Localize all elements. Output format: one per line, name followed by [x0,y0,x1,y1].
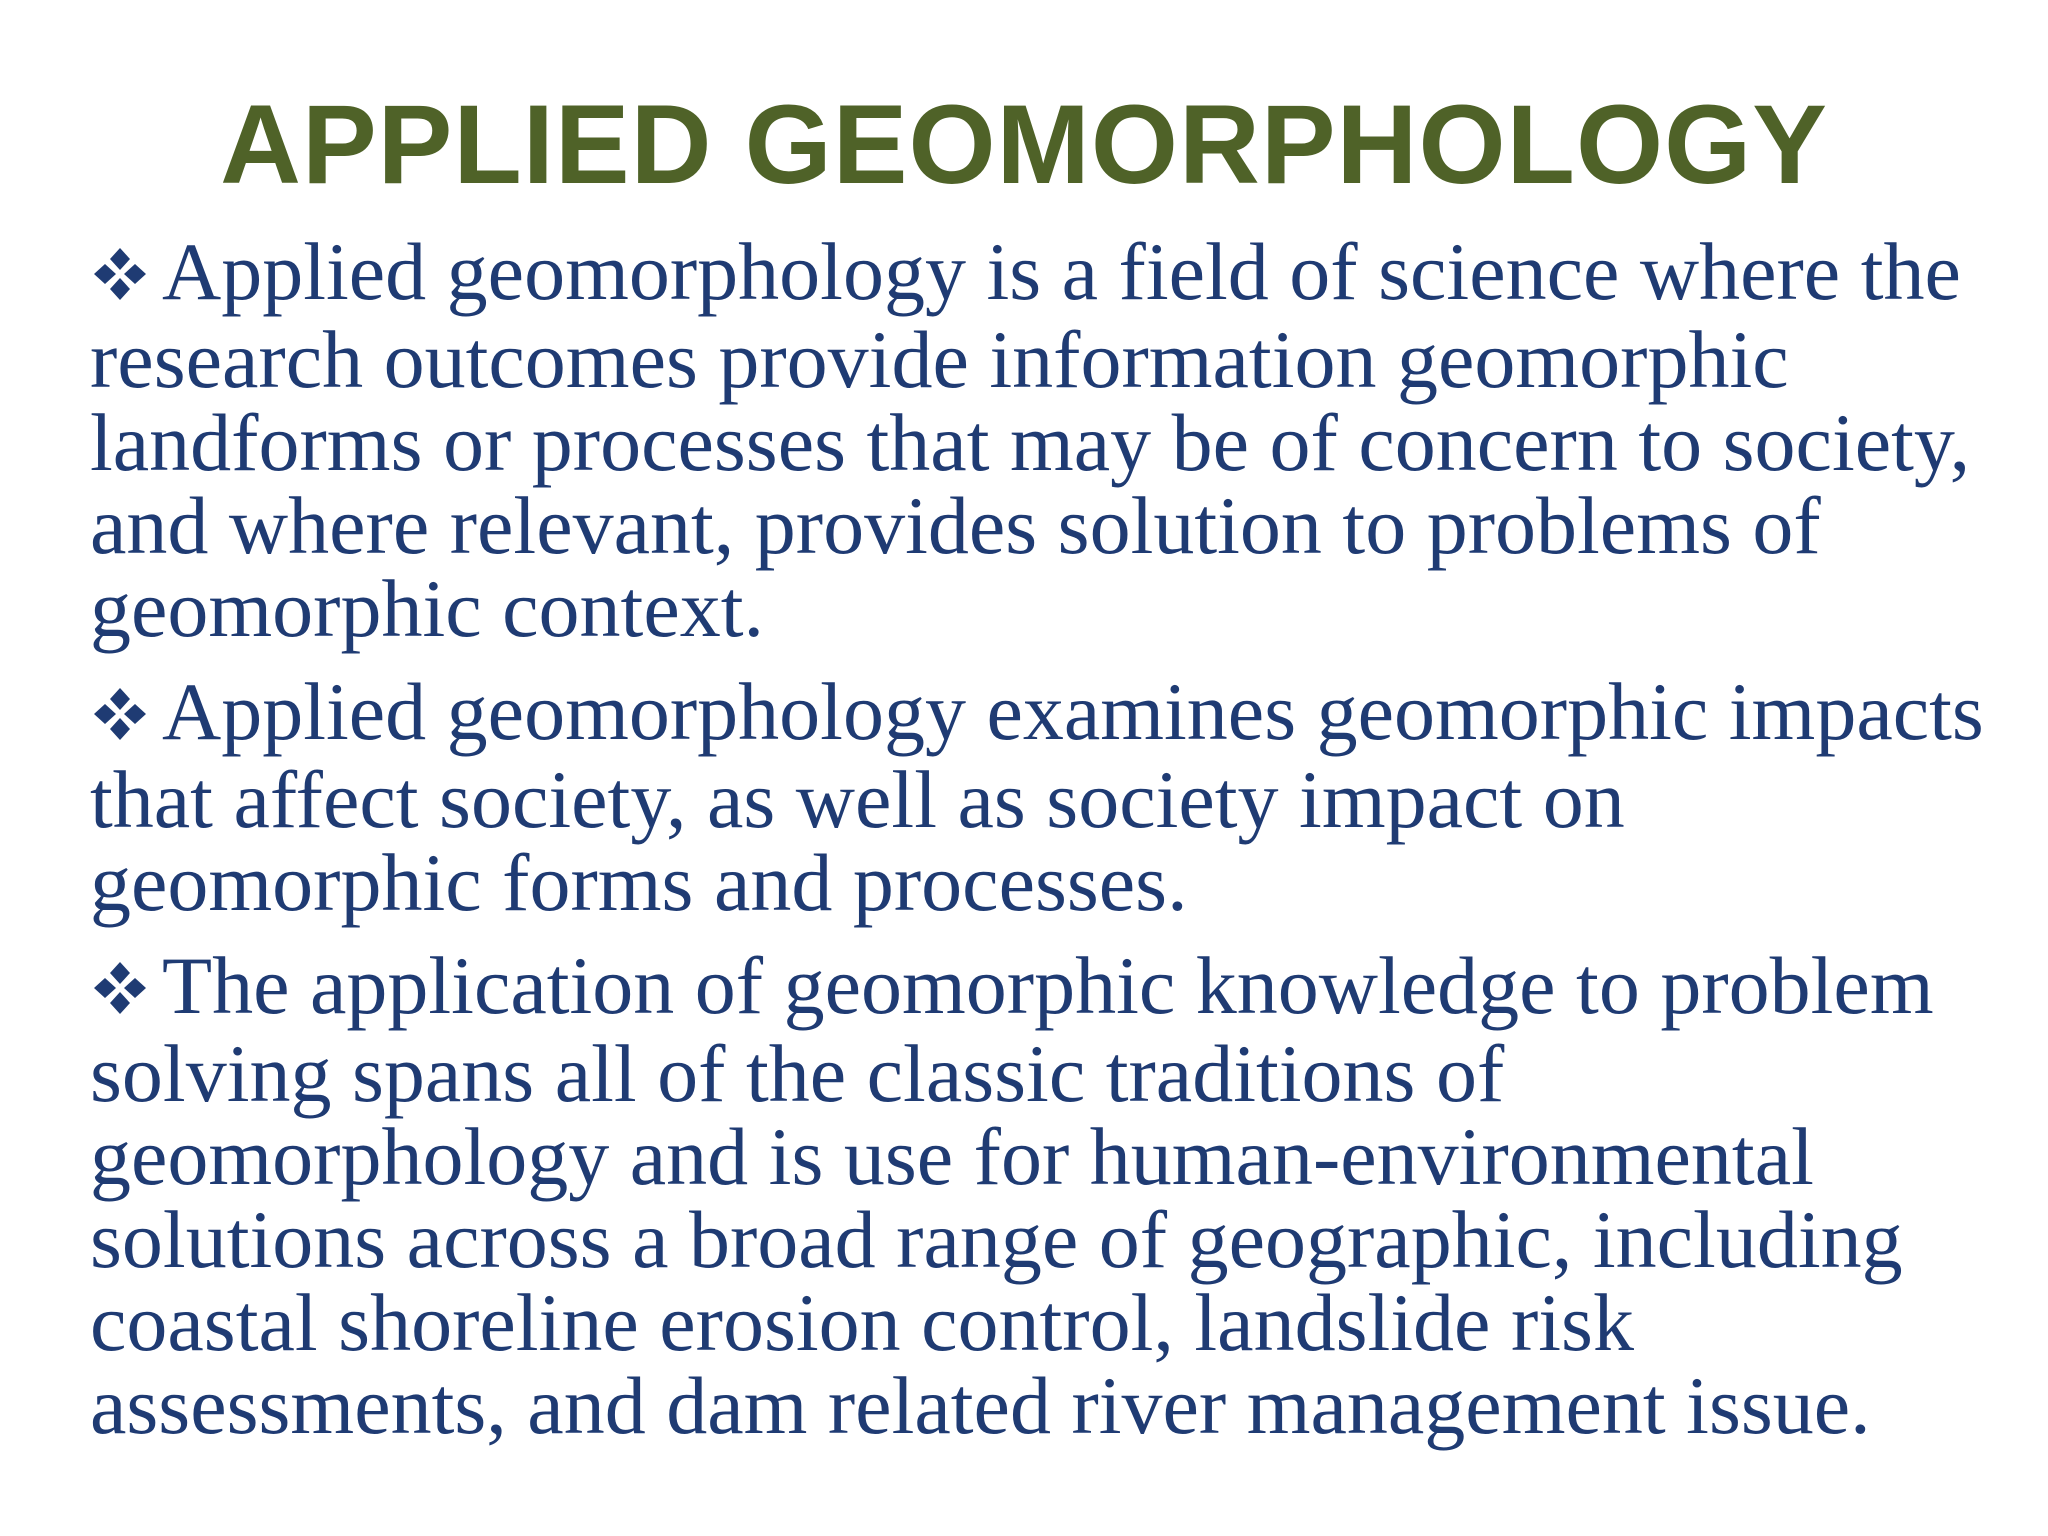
bullet-item [90,940,2010,1451]
bullet-text: The application of geomorphic knowledge to problem solving spans all of the classic traditions of geomorphology and is use for human-environmental solutions across a broad range of geographic, including coastal shoreline erosion control, landslide risk assessments, and dam related river management issue. [90,940,1934,1451]
slide-title: APPLIED GEOMORPHOLOGY [220,82,1828,207]
four-diamond-bullet-icon [90,944,162,1032]
four-diamond-bullet-icon [90,670,162,758]
bullet-list [90,226,2010,1467]
bullet-item [90,226,2010,654]
bullet-text: Applied geomorphology examines geomorphic impacts that affect society, as well as society impact on geomorphic forms and processes. [90,666,1984,928]
bullet-text: Applied geomorphology is a field of science where the research outcomes provide information geomorphic landforms or processes that may be of concern to society, and where relevant, provides solution to problems of geomorphic context. [90,226,1971,654]
bullet-item [90,666,2010,928]
four-diamond-bullet-icon [90,230,162,318]
